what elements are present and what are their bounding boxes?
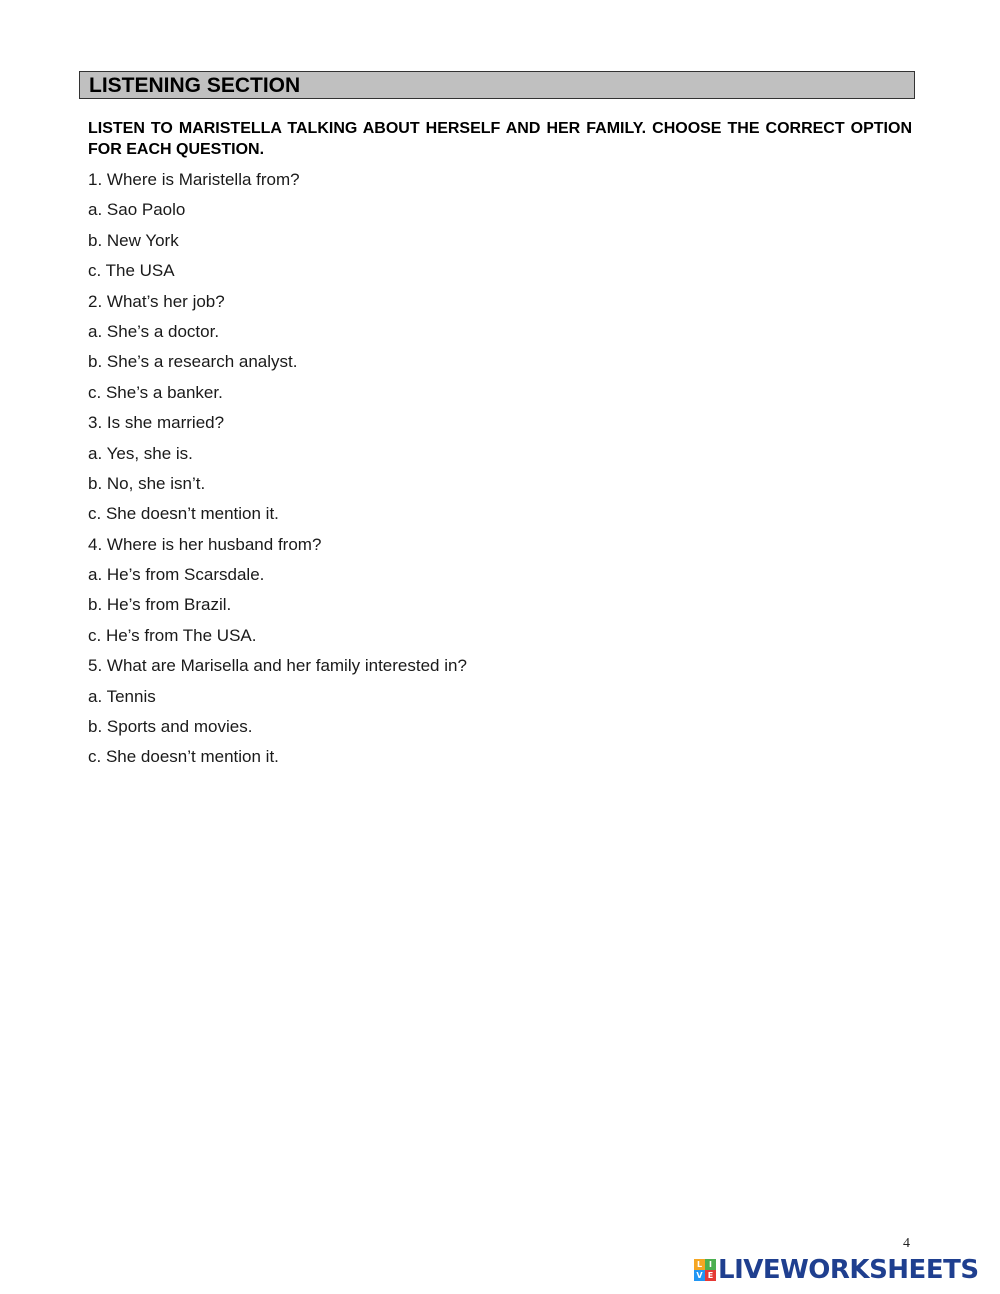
answer-option[interactable]: a. She’s a doctor.: [88, 321, 220, 341]
section-header: [79, 71, 915, 99]
question-text: 1. Where is Maristella from?: [88, 170, 300, 189]
question-text: 4. Where is her husband from?: [88, 534, 322, 554]
section-title: LISTENING SECTION: [89, 74, 301, 97]
logo-tile: E: [705, 1270, 716, 1281]
answer-option[interactable]: b. New York: [88, 230, 179, 250]
answer-option[interactable]: a. Sao Paolo: [88, 200, 186, 220]
liveworksheets-logo-icon: [694, 1259, 716, 1281]
question-text: 3. Is she married?: [88, 413, 225, 433]
brand-text: LIVEWORKSHEETS: [718, 1255, 979, 1285]
question-list: [88, 169, 467, 777]
answer-option[interactable]: c. He’s from The USA.: [88, 625, 257, 645]
page-number: 4: [903, 1236, 910, 1251]
answer-option[interactable]: b. No, she isn’t.: [88, 473, 206, 493]
question-text: 5. What are Marisella and her family interested in?: [88, 656, 467, 676]
instructions: LISTEN TO MARISTELLA TALKING ABOUT HERSELF AND HER FAMILY. CHOOSE THE CORRECT OPTION FOR EACH QUESTION.: [88, 120, 912, 158]
answer-option[interactable]: c. The USA: [88, 261, 175, 281]
answer-option[interactable]: a. Tennis: [88, 686, 156, 706]
logo-tile: I: [705, 1259, 716, 1270]
answer-option[interactable]: c. She doesn’t mention it.: [88, 747, 279, 767]
logo-tile: V: [694, 1270, 705, 1281]
liveworksheets-brand[interactable]: [694, 1254, 979, 1286]
answer-option[interactable]: c. She doesn’t mention it.: [88, 504, 279, 524]
answer-option[interactable]: a. Yes, she is.: [88, 443, 193, 463]
answer-option[interactable]: a. He’s from Scarsdale.: [88, 565, 265, 585]
answer-option[interactable]: c. She’s a banker.: [88, 382, 223, 402]
answer-option[interactable]: b. She’s a research analyst.: [88, 352, 298, 372]
logo-tile: L: [694, 1259, 705, 1270]
answer-option[interactable]: b. He’s from Brazil.: [88, 595, 232, 615]
question-text: 2. What’s her job?: [88, 291, 225, 311]
answer-option[interactable]: b. Sports and movies.: [88, 717, 253, 737]
